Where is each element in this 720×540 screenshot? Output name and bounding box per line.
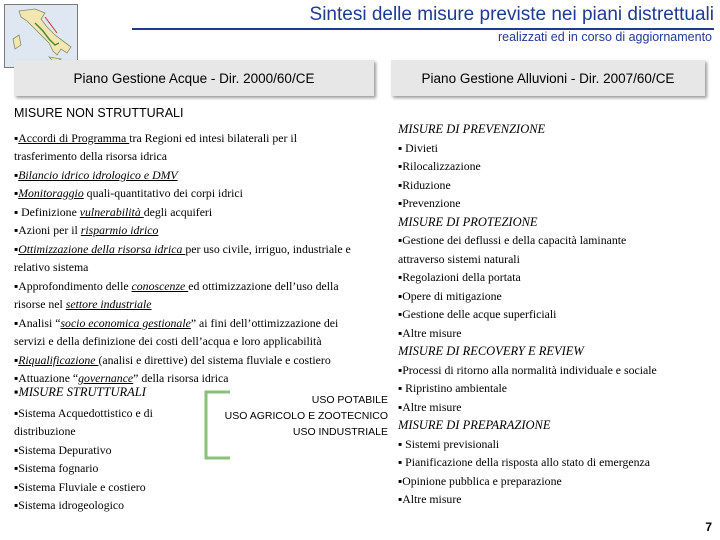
- item-text: Sistema idrogeologico: [18, 498, 125, 512]
- list-item: ▪Ottimizzazione della risorsa idrica per uso civile, irriguo, industriale e: [14, 241, 351, 256]
- item-text: Altre misure: [402, 492, 462, 506]
- panel-title-water-plan-label: Piano Gestione Acque - Dir. 2000/60/CE: [73, 70, 315, 86]
- preparazione-heading: MISURE DI PREPARAZIONE: [398, 418, 551, 432]
- item-text: ed ottimizzazione dell’uso della: [188, 278, 339, 293]
- item-text: ” della risorsa idrica: [133, 371, 229, 385]
- item-text: Gestione delle acque superficiali: [402, 307, 557, 321]
- item-text: Riduzione: [402, 177, 451, 192]
- list-item: ▪Regolazioni della portata: [398, 270, 521, 284]
- item-text: Sistema Fluviale e costiero: [18, 479, 146, 494]
- water-plan-structural: [14, 383, 214, 515]
- item-emphasis: governance: [78, 371, 134, 385]
- item-emphasis: risparmio idrico: [80, 223, 159, 237]
- item-text: (analisi e direttive) del sistema fluviale e costiero: [98, 352, 331, 367]
- list-item: ▪Sistema Depurativo: [14, 442, 112, 457]
- list-item: [14, 295, 394, 314]
- item-text: risorse nel: [14, 297, 66, 311]
- list-item: ▪Altre misure: [398, 492, 462, 506]
- item-emphasis: Riqualificazione: [18, 352, 99, 367]
- protezione-heading: MISURE DI PROTEZIONE: [398, 214, 538, 229]
- use-potable: USO POTABILE: [311, 394, 388, 406]
- list-item: ▪Analisi “socio economica gestionale” ai fini dell’ottimizzazione dei: [14, 315, 339, 330]
- list-item: ▪Attuazione “governance” della risorsa idrica: [14, 371, 229, 385]
- list-item: ▪ Definizione vulnerabilità degli acquiferi: [14, 204, 213, 219]
- item-text: attraverso sistemi naturali: [398, 251, 520, 266]
- list-item: ▪Opere di mitigazione: [398, 288, 502, 303]
- list-item: ▪Sistema Acquedottistico e di: [14, 405, 153, 420]
- item-text: Sistema fognario: [18, 461, 99, 475]
- list-item: ▪Sistema Fluviale e costiero: [14, 479, 146, 494]
- list-item: ▪ Pianificazione della risposta allo stato di emergenza: [398, 455, 650, 469]
- list-item: ▪Riqualificazione (analisi e direttive) del sistema fluviale e costiero: [14, 352, 331, 367]
- item-text: degli acquiferi: [143, 204, 213, 219]
- list-item: ▪ Sistemi previsionali: [398, 436, 500, 451]
- list-item: [14, 147, 394, 166]
- list-item: ▪Sistema idrogeologico: [14, 498, 125, 512]
- italy-map-icon: [5, 5, 77, 67]
- item-text: Altre misure: [402, 399, 462, 414]
- list-item: ▪ Ripristino ambientale: [398, 381, 508, 395]
- list-item: [14, 332, 394, 351]
- item-text: Azioni per il: [18, 223, 81, 237]
- list-item: ▪Azioni per il risparmio idrico: [14, 223, 159, 237]
- item-text: tra Regioni ed intesi bilaterali per il: [129, 130, 297, 145]
- recovery-heading: MISURE DI RECOVERY E REVIEW: [398, 344, 584, 358]
- panel-title-flood-plan-label: Piano Gestione Alluvioni - Dir. 2007/60/CE: [421, 70, 675, 86]
- page-number: 7: [705, 520, 712, 534]
- panel-title-flood-plan: [391, 60, 705, 96]
- item-text: Opere di mitigazione: [402, 288, 502, 303]
- page-title: Sintesi delle misure previste nei piani distrettuali: [309, 4, 714, 25]
- item-text: Processi di ritorno alla normalità individuale e sociale: [402, 362, 657, 377]
- item-text: Approfondimento delle: [18, 278, 132, 293]
- panel-title-water-plan: [14, 60, 374, 96]
- item-text: Pianificazione della risposta allo stato di emergenza: [405, 455, 650, 469]
- item-text: Altre misure: [402, 325, 462, 340]
- item-text: distribuzione: [14, 424, 76, 438]
- item-text: Ripristino ambientale: [405, 381, 508, 395]
- item-text: Attuazione “: [18, 371, 79, 385]
- italy-map-thumbnail: [4, 4, 78, 68]
- item-text: Sistema Depurativo: [18, 442, 112, 457]
- item-text: per uso civile, irriguo, industriale e: [185, 241, 351, 256]
- item-text: Regolazioni della portata: [402, 270, 521, 284]
- item-emphasis: Bilancio idrico idrologico e DMV: [18, 167, 178, 182]
- item-text: quali-quantitativo dei corpi idrici: [83, 186, 243, 200]
- list-item: ▪Monitoraggio quali-quantitativo dei corpi idrici: [14, 186, 243, 200]
- structural-heading: ▪MISURE STRUTTURALI: [14, 385, 146, 399]
- item-text: Rilocalizzazione: [402, 159, 481, 173]
- list-item: ▪Altre misure: [398, 325, 462, 340]
- item-text: Sistema Acquedottistico e di: [18, 405, 153, 420]
- nonstructural-heading: MISURE NON STRUTTURALI: [14, 106, 184, 120]
- list-item: [14, 422, 214, 441]
- item-text: Prevenzione: [402, 196, 461, 210]
- item-emphasis: Ottimizzazione della risorsa idrica: [18, 241, 186, 256]
- prevenzione-heading: MISURE DI PREVENZIONE: [398, 122, 546, 136]
- list-item: [398, 250, 716, 269]
- list-item: ▪Gestione dei deflussi e della capacità laminante: [398, 233, 627, 247]
- list-item: ▪Rilocalizzazione: [398, 159, 481, 173]
- item-emphasis: settore industriale: [65, 297, 152, 311]
- list-item: ▪Riduzione: [398, 177, 451, 192]
- item-text: ” ai fini dell’ottimizzazione dei: [190, 315, 339, 330]
- item-text: trasferimento della risorsa idrica: [14, 149, 167, 163]
- item-emphasis: socio economica gestionale: [60, 315, 191, 330]
- list-item: ▪Approfondimento delle conoscenze ed ottimizzazione dell’uso della: [14, 278, 339, 293]
- item-emphasis: Monitoraggio: [18, 186, 84, 200]
- item-text: Divieti: [405, 140, 438, 155]
- flood-plan-measures: [398, 120, 716, 509]
- list-item: ▪ Divieti: [398, 140, 438, 155]
- item-text: Gestione dei deflussi e della capacità laminante: [402, 233, 627, 247]
- water-uses-list: [214, 392, 388, 440]
- list-item: ▪Altre misure: [398, 399, 462, 414]
- item-text: servizi e della definizione dei costi dell’acqua e loro applicabilità: [14, 334, 322, 348]
- list-item: ▪Prevenzione: [398, 196, 461, 210]
- list-item: ▪Bilancio idrico idrologico e DMV: [14, 167, 178, 182]
- use-agricultural: USO AGRICOLO E ZOOTECNICO: [224, 410, 388, 422]
- list-item: ▪Processi di ritorno alla normalità individuale e sociale: [398, 362, 657, 377]
- item-emphasis: Accordi di Programma: [18, 130, 130, 145]
- use-industrial: USO INDUSTRIALE: [292, 426, 388, 438]
- list-item: ▪Accordi di Programma tra Regioni ed intesi bilaterali per il: [14, 130, 297, 145]
- water-plan-nonstructural: [14, 104, 394, 388]
- item-text: Opinione pubblica e preparazione: [402, 473, 562, 488]
- list-item: ▪Gestione delle acque superficiali: [398, 307, 557, 321]
- item-emphasis: vulnerabilità: [79, 204, 144, 219]
- list-item: ▪Sistema fognario: [14, 461, 99, 475]
- list-item: [14, 258, 394, 277]
- item-text: Analisi “: [18, 315, 61, 330]
- item-text: Sistemi previsionali: [405, 436, 500, 451]
- item-text: relativo sistema: [14, 260, 89, 274]
- item-text: Definizione: [18, 204, 80, 219]
- item-emphasis: conoscenze: [131, 278, 189, 293]
- list-item: ▪Opinione pubblica e preparazione: [398, 473, 562, 488]
- structural-heading-text: MISURE STRUTTURALI: [18, 385, 146, 399]
- page-subtitle: realizzati ed in corso di aggiornamento: [497, 30, 712, 44]
